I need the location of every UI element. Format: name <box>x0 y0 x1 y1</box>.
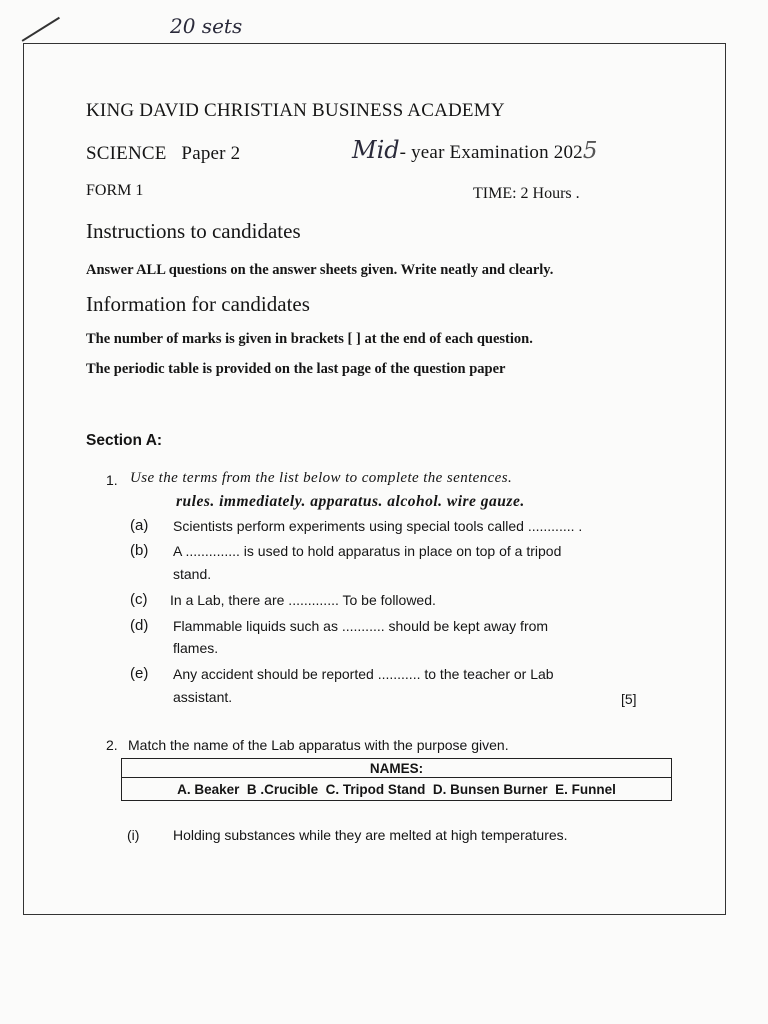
q1-terms: rules. immediately. apparatus. alcohol. wire gauze. <box>176 493 525 510</box>
information-line-2: The periodic table is provided on the last page of the question paper <box>86 361 506 377</box>
information-line-1: The number of marks is given in brackets [ ] at the end of each question. <box>86 331 533 347</box>
instructions-heading: Instructions to candidates <box>86 219 301 243</box>
q1-item-text: Any accident should be reported ........... to the teacher or Lab <box>173 666 554 682</box>
q1-item-text: Flammable liquids such as ........... should be kept away from <box>173 618 549 634</box>
handwritten-year-digit: 5 <box>582 138 598 164</box>
q1-number: 1. <box>106 472 118 488</box>
q2-item-text: Holding substances while they are melted at high temperatures. <box>173 827 568 843</box>
q1-item-text-cont: stand. <box>173 566 212 582</box>
q2-item-label: (i) <box>127 827 140 843</box>
q1-item-text-cont: flames. <box>173 640 219 656</box>
q1-item-text: Scientists perform experiments using special tools called ............ . <box>173 518 583 534</box>
q1-item-text-cont: assistant. <box>173 689 233 705</box>
names-table <box>121 758 672 801</box>
exam-title: - year Examination 202 <box>399 142 583 163</box>
q2-number: 2. <box>106 737 118 753</box>
handwritten-mid: Mid <box>352 136 400 164</box>
handwritten-note: 20 sets <box>170 14 243 38</box>
exam-title-line <box>352 136 598 164</box>
information-heading: Information for candidates <box>86 292 310 316</box>
q1-prompt: Use the terms from the list below to complete the sentences. <box>130 470 513 486</box>
form-label: FORM 1 <box>86 182 144 199</box>
q1-item-label: (b) <box>130 542 149 559</box>
names-table-header: NAMES: <box>122 759 672 778</box>
q1-item-label: (e) <box>130 665 149 682</box>
q1-item-text: In a Lab, there are ............. To be followed. <box>170 592 436 608</box>
q2-prompt: Match the name of the Lab apparatus with the purpose given. <box>128 737 509 753</box>
section-heading: Section A: <box>86 432 163 449</box>
q1-marks: [5] <box>621 691 637 707</box>
subject-line: SCIENCE Paper 2 <box>86 143 241 164</box>
corner-pen-stroke <box>22 17 60 42</box>
names-table-row: A. Beaker B .Crucible C. Tripod Stand D. Bunsen Burner E. Funnel <box>122 778 672 801</box>
q1-item-text: A .............. is used to hold apparatus in place on top of a tripod <box>173 543 562 559</box>
q1-item-label: (c) <box>130 591 148 608</box>
time-label: TIME: 2 Hours . <box>473 185 580 202</box>
q1-item-label: (a) <box>130 517 149 534</box>
instructions-text: Answer ALL questions on the answer sheets given. Write neatly and clearly. <box>86 262 554 278</box>
q1-item-label: (d) <box>130 617 149 634</box>
school-name: KING DAVID CHRISTIAN BUSINESS ACADEMY <box>86 100 505 121</box>
